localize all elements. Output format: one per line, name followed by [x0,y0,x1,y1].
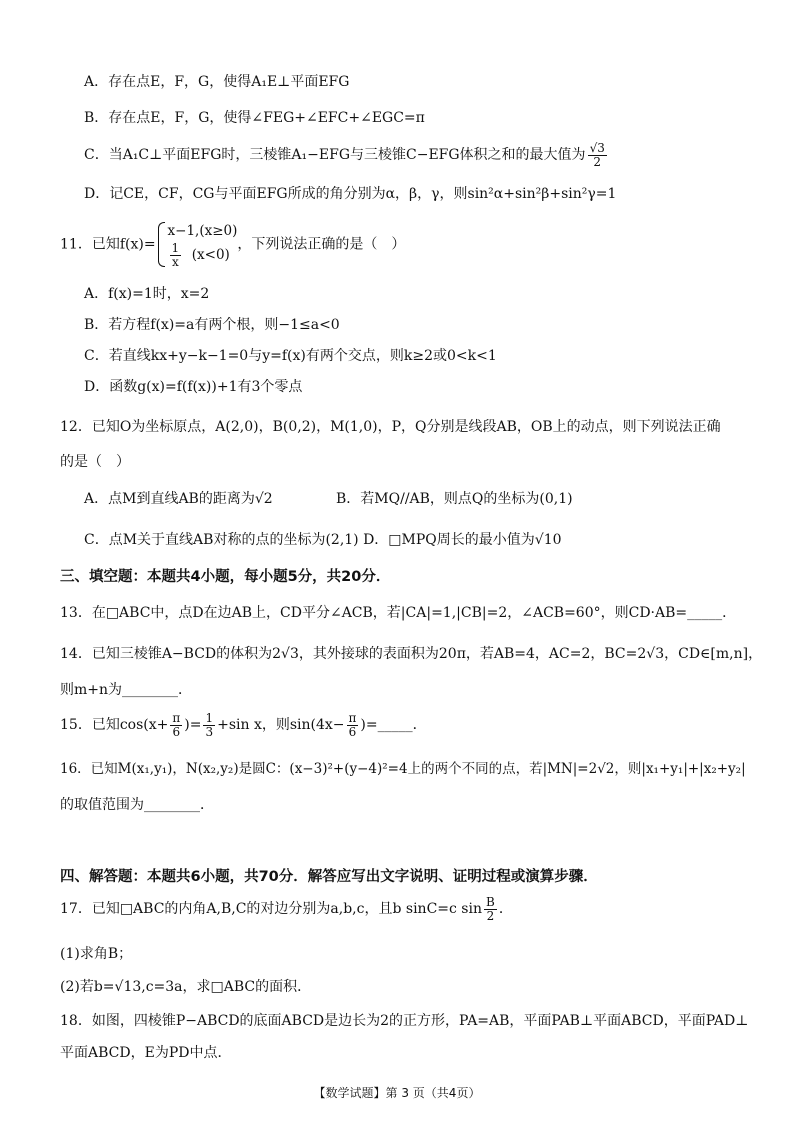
q11-option-d: D．函数g(x)=f(f(x))+1有3个零点 [84,379,303,395]
q15-third-frac [203,712,215,739]
q17-part-2: (2)若b=√13,c=3a，求□ABC的面积． [60,979,312,995]
q12-stem-line1: 12．已知O为坐标原点，A(2,0)，B(0,2)，M(1,0)，P，Q分别是线段AB，OB上的动点，则下列说法正确 [60,419,721,435]
q10c-frac-den: 2 [593,154,602,169]
q14-line1: 14．已知三棱锥A−BCD的体积为2√3，其外接球的表面积为20π，若AB=4，AC=2，BC=2√3，CD∈[m,n]， [60,646,763,662]
q17-part-1: (1)求角B； [60,946,133,962]
section-4-heading: 四、解答题：本题共6小题，共70分．解答应写出文字说明、证明过程或演算步骤． [60,869,598,885]
q15-pi-den-1: 6 [172,724,181,739]
q15-pi-num-1: π [172,710,181,725]
q10c-frac-num: √3 [589,140,605,155]
q10-option-a: A．存在点E，F，G，使得A₁E⊥平面EFG [84,74,350,90]
section-3-heading: 三、填空题：本题共4小题，每小题5分，共20分． [60,569,391,585]
q15-part-c: +sin x，则sin(4x− [217,717,345,733]
q16-line1: 16．已知M(x₁,y₁)，N(x₂,y₂)是圆C：(x−3)²+(y−4)²=4上的两个不同的点，若|MN|=2√2，则|x₁+y₁|+|x₂+y₂| [60,761,746,777]
q18-line1: 18．如图，四棱锥P−ABCD的底面ABCD是边长为2的正方形，PA=AB，平面PAB⊥平面ABCD，平面PAD⊥ [60,1013,749,1029]
q15-part-a: 15．已知cos(x+ [60,717,169,733]
q10-option-c-text: C．当A₁C⊥平面EFG时，三棱锥A₁−EFG与三棱锥C−EFG体积之和的最大值为 [84,147,586,163]
q11-case2-den: x [171,255,179,269]
q11-case2-frac [170,242,182,269]
q17-frac-den: 2 [486,908,495,923]
q12-stem-line2: 的是（ ） [60,454,130,470]
q10-option-d: D．记CE，CF，CG与平面EFG所成的角分别为α，β，γ，则sin²α+sin²β+sin²γ=1 [84,186,617,202]
q15-part-b: )= [184,717,202,733]
q15-part-d: )=_____． [360,717,427,733]
q11-option-b: B．若方程f(x)=a有两个根，则−1≤a<0 [84,317,340,333]
q11-case2-num: 1 [171,241,180,255]
q11-prefix: 11．已知f(x)= [60,236,156,253]
q11-case1: x−1,(x≥0) [167,223,238,239]
q10-option-c-fraction [588,142,607,169]
q18-line2: 平面ABCD，E为PD中点． [60,1045,232,1061]
q15-third-den: 3 [205,724,214,739]
q11-stem [60,220,754,274]
q15 [60,708,754,742]
q11-option-a: A．f(x)=1时，x=2 [84,286,210,302]
q17-frac-num: B [485,894,495,909]
q15-pi6-frac-1 [170,712,182,739]
q12-option-cd: C．点M关于直线AB对称的点的坐标为(2,1) D．□MPQ周长的最小值为√10 [84,532,562,548]
q11-option-c: C．若直线kx+y−k−1=0与y=f(x)有两个交点，则k≥2或0<k<1 [84,348,497,364]
q10-option-b: B．存在点E，F，G，使得∠FEG+∠EFC+∠EGC=π [84,110,425,126]
q15-third-num: 1 [205,710,214,725]
q11-case2 [168,242,238,269]
q12-option-a: A．点M到直线AB的距离为√2 [84,491,273,507]
q17-frac [484,896,497,923]
q12-option-b: B．若MQ//AB，则点Q的坐标为(0,1) [336,491,573,507]
q15-pi-den-2: 6 [348,724,357,739]
q11-suffix: ，下列说法正确的是（ ） [237,236,406,253]
q17-stem [60,894,754,924]
q14-line2: 则m+n为________． [60,682,193,698]
q15-pi6-frac-2 [347,712,359,739]
q16-line2: 的取值范围为________． [60,797,214,813]
q17-text: 17．已知□ABC的内角A,B,C的对边分别为a,b,c，且b sinC=c sin [60,901,482,917]
q17-end: ． [498,901,513,917]
q13: 13．在□ABC中，点D在边AB上，CD平分∠ACB，若|CA|=1,|CB|=2，∠ACB=60°，则CD·AB=_____． [60,605,737,621]
q11-case2-cond: (x<0) [191,247,230,263]
page-footer: 【数学试题】第 3 页（共4页） [313,1086,481,1100]
q10-option-c [84,140,754,170]
q11-piecewise [156,220,238,269]
q15-pi-num-2: π [348,710,357,725]
